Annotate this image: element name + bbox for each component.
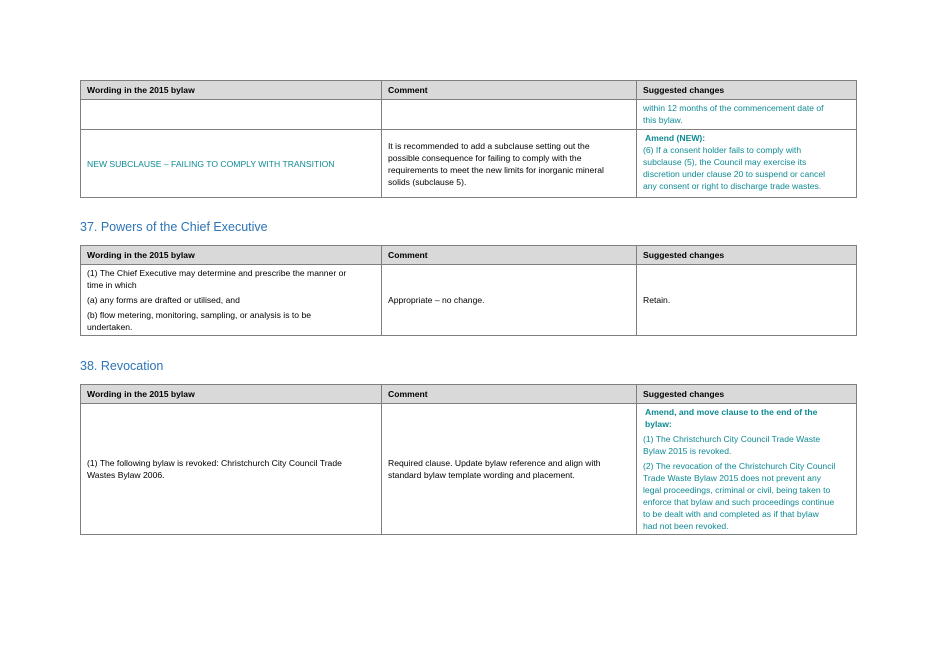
suggested-title: bylaw: (645, 419, 672, 429)
suggested-line: Trade Waste Bylaw 2015 does not prevent any (643, 473, 822, 483)
suggested-line: within 12 months of the commencement date of (643, 103, 824, 113)
suggested-line: enforce that bylaw and such proceedings continue (643, 497, 835, 507)
header-suggested: Suggested changes (637, 246, 857, 265)
wording-line: Wastes Bylaw 2006. (87, 470, 165, 480)
suggested-cell (637, 130, 857, 198)
table-row (81, 265, 857, 336)
suggested-title: Amend (NEW): (645, 133, 706, 143)
wording-line: undertaken. (87, 322, 133, 332)
transition-table (80, 80, 857, 198)
comment-line: It is recommended to add a subclause setting out the (388, 140, 590, 151)
comment-cell (382, 100, 637, 130)
table-row (81, 404, 857, 535)
comment-line: requirements to meet the new limits for inorganic mineral (388, 164, 604, 175)
wording-cell: NEW SUBCLAUSE – FAILING TO COMPLY WITH TRANSITION (81, 130, 382, 198)
section-heading-38: 38. Revocation (80, 359, 164, 373)
header-comment: Comment (382, 81, 637, 100)
comment-cell (382, 130, 637, 198)
comment-line: standard bylaw template wording and placement. (388, 470, 575, 480)
suggested-line: legal proceedings, criminal or civil, being taken to (643, 485, 831, 495)
suggested-line: discretion under clause 20 to suspend or cancel (643, 169, 826, 179)
comment-cell: Appropriate – no change. (382, 265, 637, 336)
suggested-line: this bylaw. (643, 115, 683, 125)
comment-cell (382, 404, 637, 535)
wording-line: time in which (87, 280, 137, 290)
wording-line: (a) any forms are drafted or utilised, and (87, 295, 240, 305)
wording-line: (b) flow metering, monitoring, sampling, or analysis is to be (87, 310, 312, 320)
suggested-line: to be dealt with and completed as if that bylaw (643, 509, 819, 519)
table-row (81, 100, 857, 130)
revocation-table (80, 384, 857, 535)
header-comment: Comment (382, 246, 637, 265)
suggested-title: Amend, and move clause to the end of the (645, 407, 818, 417)
table-header-row (81, 81, 857, 100)
table-header-row (81, 246, 857, 265)
section-heading-37: 37. Powers of the Chief Executive (80, 220, 268, 234)
header-comment: Comment (382, 385, 637, 404)
suggested-cell (637, 100, 857, 130)
table-header-row (81, 385, 857, 404)
header-suggested: Suggested changes (637, 385, 857, 404)
suggested-cell: Retain. (637, 265, 857, 336)
suggested-cell (637, 404, 857, 535)
comment-line: Required clause. Update bylaw reference and align with (388, 458, 601, 468)
wording-cell (81, 100, 382, 130)
header-suggested: Suggested changes (637, 81, 857, 100)
suggested-line: (1) The Christchurch City Council Trade Waste (643, 434, 821, 444)
wording-line: (1) The following bylaw is revoked: Christchurch City Council Trade (87, 458, 342, 468)
suggested-line: (6) If a consent holder fails to comply with (643, 145, 802, 155)
wording-cell (81, 404, 382, 535)
header-wording: Wording in the 2015 bylaw (81, 81, 382, 100)
comment-line: solids (subclause 5). (388, 176, 467, 187)
suggested-line: Bylaw 2015 is revoked. (643, 446, 732, 456)
suggested-line: had not been revoked. (643, 521, 729, 531)
suggested-line: subclause (5), the Council may exercise its (643, 157, 807, 167)
suggested-line: (2) The revocation of the Christchurch City Council (643, 461, 836, 471)
wording-line: (1) The Chief Executive may determine and prescribe the manner or (87, 268, 347, 278)
powers-table (80, 245, 857, 336)
comment-line: possible consequence for failing to comply with the (388, 152, 582, 163)
header-wording: Wording in the 2015 bylaw (81, 385, 382, 404)
wording-cell (81, 265, 382, 336)
table-row (81, 130, 857, 198)
suggested-line: any consent or right to discharge trade wastes. (643, 181, 822, 191)
header-wording: Wording in the 2015 bylaw (81, 246, 382, 265)
